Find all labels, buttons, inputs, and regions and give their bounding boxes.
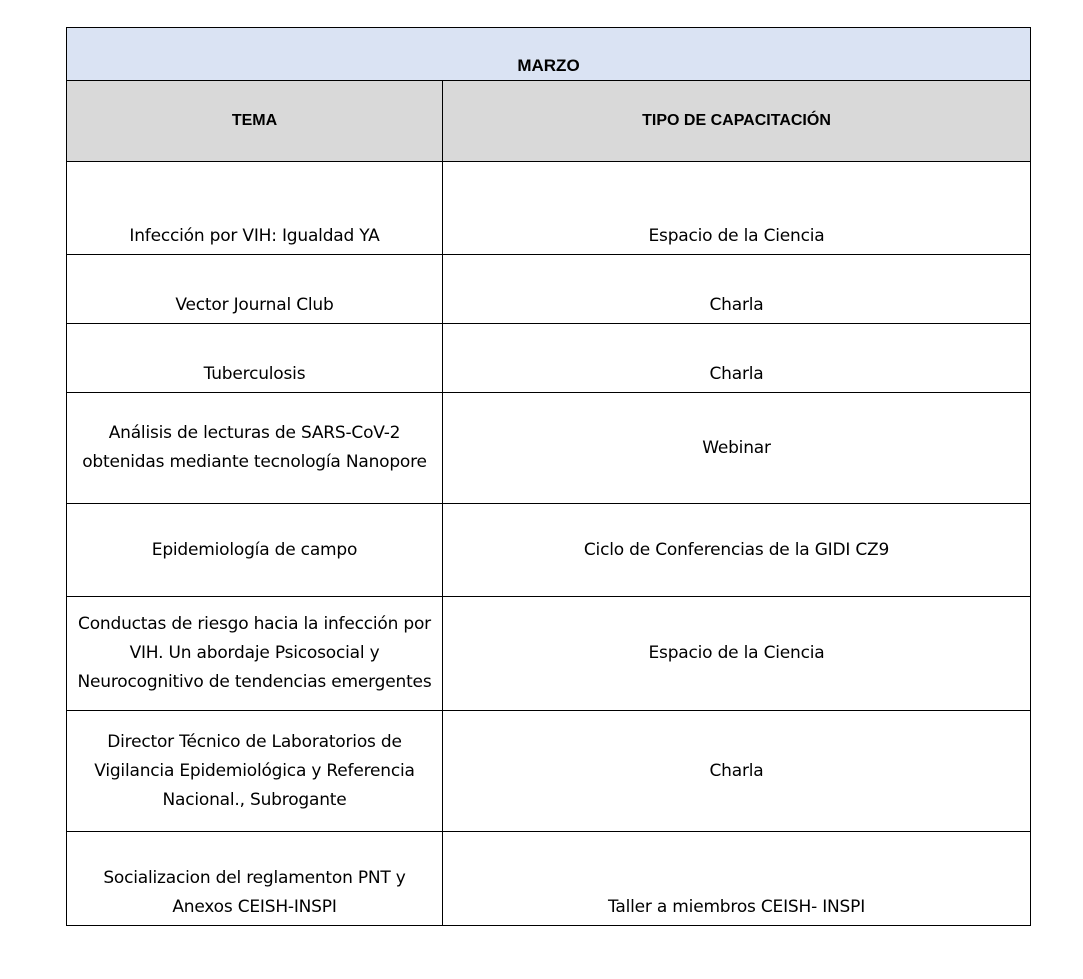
table-row (67, 162, 1031, 255)
cell-tema: Infección por VIH: Igualdad YA (67, 162, 443, 255)
table-row (67, 832, 1031, 926)
cell-tipo: Espacio de la Ciencia (443, 162, 1031, 255)
month-header-row (67, 28, 1031, 81)
cell-tema: Análisis de lecturas de SARS-CoV-2 obtenidas mediante tecnología Nanopore (67, 393, 443, 504)
table-row (67, 504, 1031, 597)
cell-tema: Conductas de riesgo hacia la infección por VIH. Un abordaje Psicosocial y Neurocognitivo de tendencias emergentes (67, 597, 443, 711)
cell-tipo: Taller a miembros CEISH- INSPI (443, 832, 1031, 926)
cell-tema: Epidemiología de campo (67, 504, 443, 597)
header-tema: TEMA (67, 81, 443, 162)
cell-tipo: Charla (443, 255, 1031, 324)
table-row (67, 393, 1031, 504)
cell-tema: Tuberculosis (67, 324, 443, 393)
table-row (67, 255, 1031, 324)
training-table (66, 27, 1031, 926)
month-title: MARZO (67, 28, 1031, 81)
cell-tipo: Webinar (443, 393, 1031, 504)
cell-tema: Socializacion del reglamenton PNT y Anexos CEISH-INSPI (67, 832, 443, 926)
cell-tipo: Charla (443, 324, 1031, 393)
table-row (67, 324, 1031, 393)
column-header-row (67, 81, 1031, 162)
table-row (67, 711, 1031, 832)
table-row (67, 597, 1031, 711)
cell-tipo: Ciclo de Conferencias de la GIDI CZ9 (443, 504, 1031, 597)
header-tipo: TIPO DE CAPACITACIÓN (443, 81, 1031, 162)
cell-tipo: Charla (443, 711, 1031, 832)
cell-tema: Director Técnico de Laboratorios de Vigilancia Epidemiológica y Referencia Nacional., Subrogante (67, 711, 443, 832)
cell-tipo: Espacio de la Ciencia (443, 597, 1031, 711)
cell-tema: Vector Journal Club (67, 255, 443, 324)
